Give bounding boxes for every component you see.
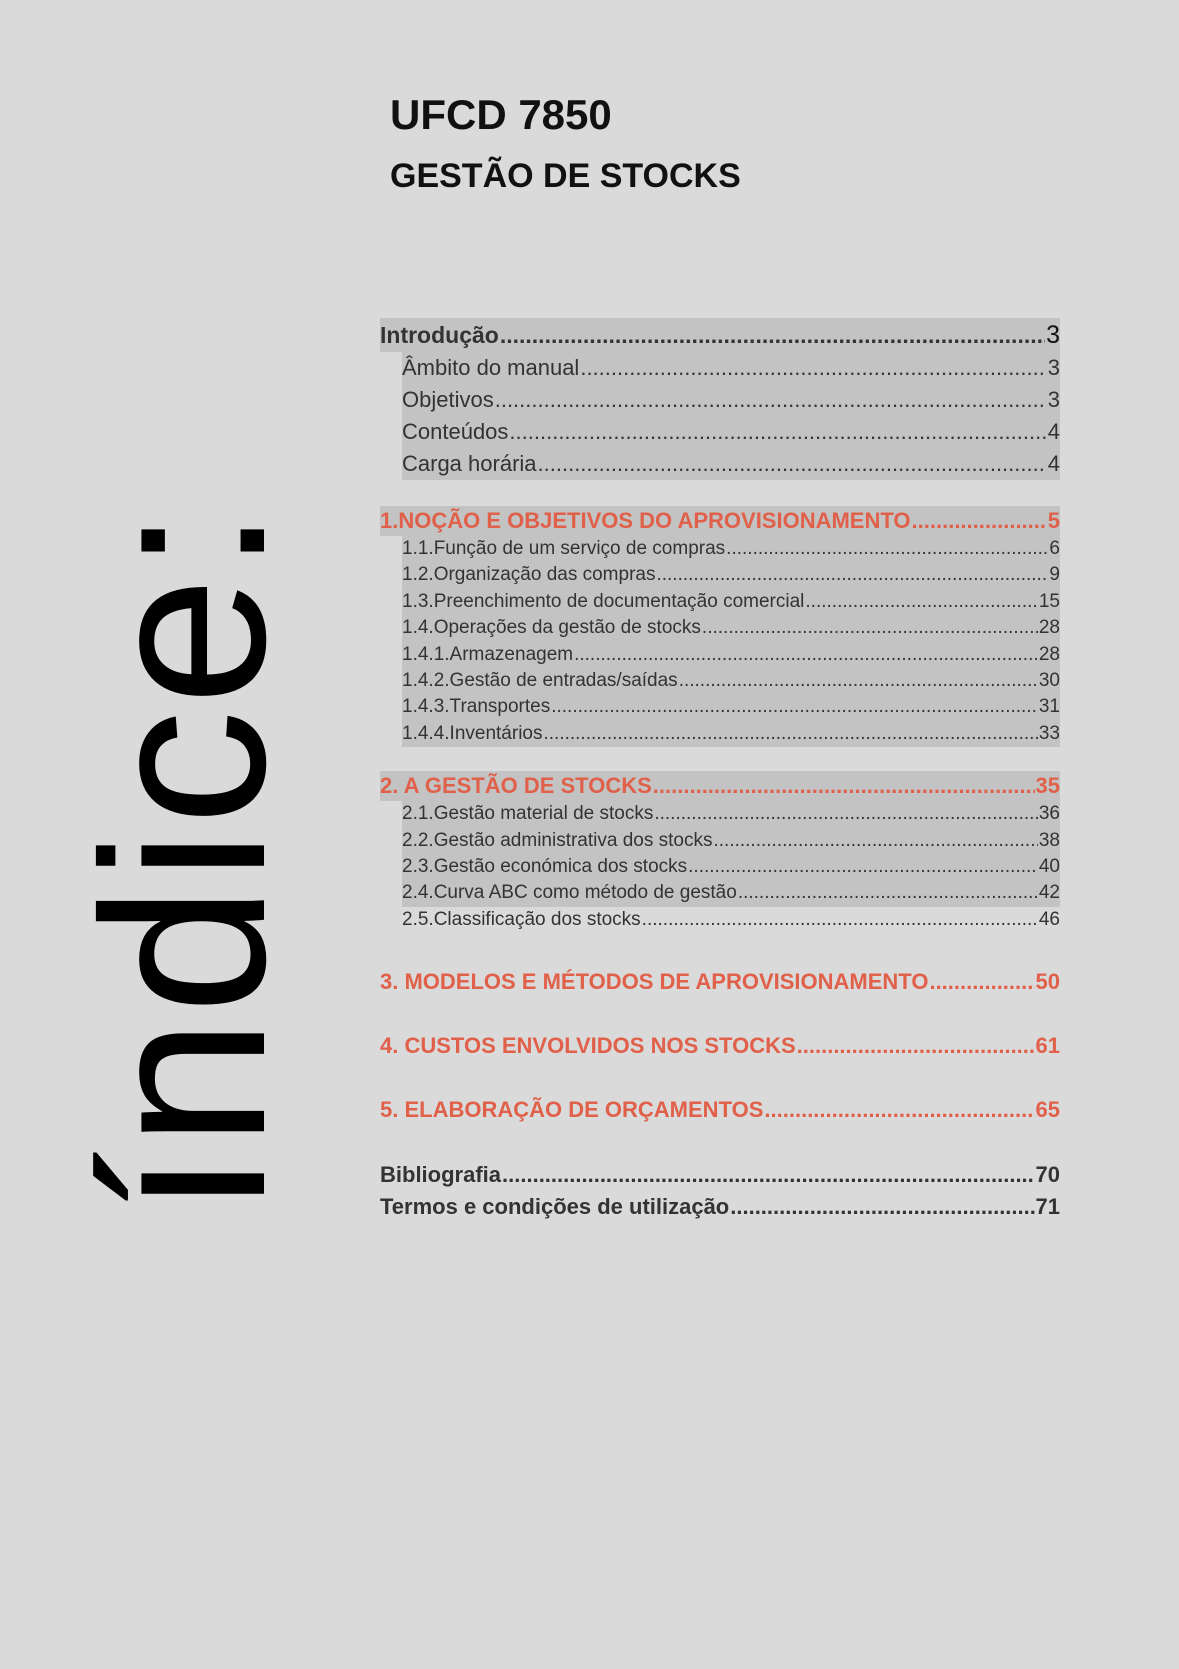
toc-entry-label: Carga horária [402, 451, 537, 476]
toc-entry-page: 6 [1049, 537, 1060, 559]
document-header [390, 92, 741, 196]
index-side-title: índice: [55, 504, 314, 1216]
toc-entry-page: 71 [1035, 1194, 1060, 1220]
toc-entry-label: 1.4.1.Armazenagem [402, 643, 574, 665]
toc-entry-page: 30 [1038, 669, 1060, 691]
toc-entry-label: 1.4.3.Transportes [402, 696, 551, 718]
toc-leader-dots [574, 642, 1038, 668]
toc-entry-1-4-4[interactable] [402, 721, 1060, 747]
toc-entry-page: 9 [1049, 564, 1060, 586]
toc-entry-label: 5. ELABORAÇÃO DE ORÇAMENTOS [380, 1097, 764, 1123]
toc-entry-page: 36 [1038, 803, 1060, 825]
spacer [380, 933, 1060, 967]
toc-entry-page: 28 [1038, 617, 1060, 639]
toc-entry-conteudos[interactable] [402, 416, 1060, 448]
toc-entry-page: 70 [1035, 1162, 1060, 1188]
toc-leader-dots [653, 771, 1035, 801]
spacer [380, 997, 1060, 1031]
toc-leader-dots [730, 1191, 1034, 1223]
toc-entry-termos[interactable] [380, 1191, 1060, 1223]
toc-entry-label: 4. CUSTOS ENVOLVIDOS NOS STOCKS [380, 1033, 796, 1059]
toc-entry-page: 38 [1038, 829, 1060, 851]
toc-entry-page: 5 [1047, 508, 1060, 533]
toc-chapter-5[interactable] [380, 1095, 1060, 1125]
toc-entry-page: 4 [1047, 419, 1060, 444]
toc-leader-dots [738, 880, 1038, 906]
toc-entry-1-3[interactable] [402, 589, 1060, 615]
toc-entry-page: 65 [1035, 1097, 1060, 1123]
toc-leader-dots [713, 828, 1037, 854]
spacer [380, 747, 1060, 771]
toc-entry-2-1[interactable] [402, 801, 1060, 827]
spacer [380, 1061, 1060, 1095]
toc-entry-label: 2.1.Gestão material de stocks [402, 803, 654, 825]
toc-entry-1-2[interactable] [402, 562, 1060, 588]
toc-entry-page: 31 [1038, 696, 1060, 718]
toc-entry-1-1[interactable] [402, 536, 1060, 562]
toc-leader-dots [702, 615, 1038, 641]
toc-leader-dots [797, 1031, 1035, 1061]
toc-entry-2-5[interactable] [402, 907, 1060, 933]
toc-chapter-4[interactable] [380, 1031, 1060, 1061]
toc-leader-dots [912, 506, 1047, 536]
toc-entry-label: 2.3.Gestão económica dos stocks [402, 855, 688, 877]
toc-entry-page: 3 [1047, 387, 1060, 412]
toc-entry-bibliografia[interactable] [380, 1159, 1060, 1191]
spacer [380, 480, 1060, 506]
toc-entry-label: 1.4.2.Gestão de entradas/saídas [402, 669, 678, 691]
toc-leader-dots [500, 318, 1045, 352]
toc-leader-dots [654, 801, 1038, 827]
toc-entry-2-2[interactable] [402, 828, 1060, 854]
toc-leader-dots [580, 352, 1046, 384]
toc-leader-dots [764, 1095, 1034, 1125]
toc-leader-dots [805, 589, 1037, 615]
toc-chapter-3[interactable] [380, 967, 1060, 997]
toc-entry-label: 1.4.Operações da gestão de stocks [402, 617, 701, 639]
toc-entry-label: 1.3.Preenchimento de documentação comercial [402, 590, 805, 612]
toc-entry-label: Objetivos [402, 387, 494, 412]
toc-entry-label: Bibliografia [380, 1162, 502, 1188]
toc-entry-label: 1.NOÇÃO E OBJETIVOS DO APROVISIONAMENTO [380, 508, 911, 533]
toc-leader-dots [502, 1159, 1035, 1191]
toc-entry-introducao[interactable] [380, 318, 1060, 352]
toc-entry-label: 1.4.4.Inventários [402, 722, 543, 744]
toc-entry-label: 2.4.Curva ABC como método de gestão [402, 882, 737, 904]
toc-entry-page: 28 [1038, 643, 1060, 665]
toc-leader-dots [543, 721, 1037, 747]
toc-entry-label: Termos e condições de utilização [380, 1194, 730, 1220]
toc-entry-page: 15 [1038, 590, 1060, 612]
toc-entry-2-4[interactable] [402, 880, 1060, 906]
toc-entry-page: 3 [1046, 321, 1060, 349]
spacer [380, 1125, 1060, 1159]
toc-leader-dots [509, 416, 1046, 448]
toc-entry-1-4-2[interactable] [402, 668, 1060, 694]
toc-entry-page: 4 [1047, 451, 1060, 476]
course-code: UFCD 7850 [390, 91, 612, 138]
toc-leader-dots [726, 536, 1048, 562]
toc-leader-dots [642, 907, 1038, 933]
toc-entry-label: Âmbito do manual [402, 355, 580, 380]
toc-entry-1-4[interactable] [402, 615, 1060, 641]
toc-entry-1-4-3[interactable] [402, 694, 1060, 720]
toc-entry-label: 2.2.Gestão administrativa dos stocks [402, 829, 713, 851]
toc-chapter-1[interactable] [380, 506, 1060, 536]
toc-entry-label: 1.1.Função de um serviço de compras [402, 537, 726, 559]
toc-entry-2-3[interactable] [402, 854, 1060, 880]
toc-entry-ambito[interactable] [402, 352, 1060, 384]
toc-entry-carga-horaria[interactable] [402, 448, 1060, 480]
toc-leader-dots [679, 668, 1038, 694]
toc-entry-label: 1.2.Organização das compras [402, 564, 656, 586]
toc-leader-dots [551, 694, 1038, 720]
toc-entry-page: 42 [1038, 882, 1060, 904]
toc-entry-page: 46 [1038, 908, 1060, 930]
toc-entry-page: 33 [1038, 722, 1060, 744]
course-title: GESTÃO DE STOCKS [390, 157, 741, 196]
table-of-contents [380, 318, 1060, 1223]
toc-entry-objetivos[interactable] [402, 384, 1060, 416]
toc-entry-label: 2. A GESTÃO DE STOCKS [380, 773, 652, 799]
toc-leader-dots [495, 384, 1047, 416]
toc-leader-dots [538, 448, 1047, 480]
toc-leader-dots [688, 854, 1038, 880]
toc-leader-dots [929, 967, 1034, 997]
toc-entry-page: 40 [1038, 855, 1060, 877]
toc-entry-label: Introdução [380, 322, 499, 348]
toc-entry-page: 61 [1035, 1033, 1060, 1059]
toc-entry-label: 2.5.Classificação dos stocks [402, 908, 641, 930]
toc-entry-page: 50 [1035, 969, 1060, 995]
toc-leader-dots [656, 562, 1048, 588]
toc-entry-1-4-1[interactable] [402, 642, 1060, 668]
toc-chapter-2[interactable] [380, 771, 1060, 801]
toc-entry-page: 3 [1047, 355, 1060, 380]
toc-entry-label: Conteúdos [402, 419, 509, 444]
toc-entry-label: 3. MODELOS E MÉTODOS DE APROVISIONAMENTO [380, 969, 929, 995]
toc-entry-page: 35 [1035, 773, 1060, 799]
